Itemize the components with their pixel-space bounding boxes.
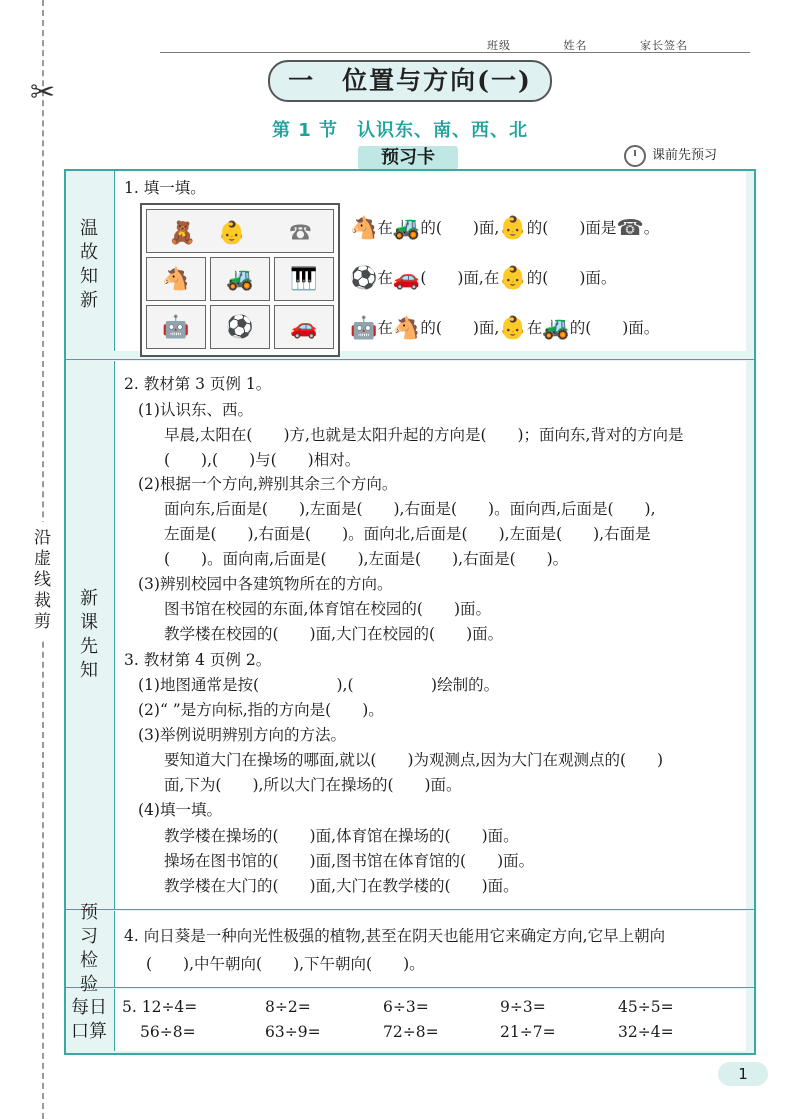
shelf-cell: 🚜 (210, 257, 270, 301)
rocking-horse-icon: 🐴 (392, 316, 421, 341)
q3-line: 要知道大门在操场的哪面,就以( )为观测点,因为大门在观测点的( ) (164, 751, 664, 769)
q2-line: 教学楼在校园的( )面,大门在校园的( )面。 (164, 625, 504, 643)
name-label: 姓名 (563, 39, 588, 52)
shelf-cell: 🎹 (274, 257, 334, 301)
preview-tag-text: 课前先预习 (652, 148, 718, 163)
q2-line: 面向东,后面是( ),左面是( ),右面是( )。面向西,后面是( ), (164, 500, 656, 518)
clock-icon (624, 145, 646, 167)
q2-line: ( ),( )与( )相对。 (164, 451, 361, 469)
q4-line: ( ),中午朝向( ),下午朝向( )。 (146, 955, 425, 973)
q3-line: 操场在图书馆的( )面,图书馆在体育馆的( )面。 (164, 852, 535, 870)
chapter-title: 一 位置与方向(一) (268, 60, 552, 102)
calc-item: 32÷4= (618, 1023, 674, 1041)
toy-shelf (140, 203, 340, 357)
q2-line: 图书馆在校园的东面,体育馆在校园的( )面。 (164, 600, 492, 618)
q1-title: 1. 填一填。 (124, 179, 206, 197)
tractor-icon: 🚜 (542, 316, 570, 341)
side-label-check: 预习检验 (80, 902, 98, 995)
doll-icon: 👶 (499, 216, 527, 241)
calc-item: 8÷2= (265, 998, 311, 1016)
calc-item: 9÷3= (500, 998, 546, 1016)
tractor-icon: 🚜 (392, 216, 421, 241)
section-title: 第 1 节 认识东、南、西、北 (271, 120, 529, 141)
q2-line: 左面是( ),右面是( )。面向北,后面是( ),左面是( ),右面是 (164, 525, 651, 543)
q3-sub2: (2)“ ”是方向标,指的方向是( )。 (138, 701, 384, 719)
divider (66, 987, 754, 988)
q3-title: 3. 教材第 4 页例 2。 (124, 651, 272, 669)
scissors-icon: ✂ (30, 75, 56, 110)
shelf-cell: 🐴 (146, 257, 206, 301)
q4-line: 4. 向日葵是一种向光性极强的植物,甚至在阴天也能用它来确定方向,它早上朝向 (124, 927, 666, 945)
car-icon: 🚗 (392, 266, 421, 291)
calc-item: 45÷5= (618, 998, 674, 1016)
q2-sub2: (2)根据一个方向,辨别其余三个方向。 (138, 475, 398, 493)
header-rule (160, 52, 750, 53)
q2-sub1: (1)认识东、西。 (138, 401, 253, 419)
q3-line: 教学楼在大门的( )面,大门在教学楼的( )面。 (164, 877, 519, 895)
q2-title: 2. 教材第 3 页例 1。 (124, 375, 272, 393)
cut-label: 沿虚线裁剪 (33, 522, 53, 639)
side-label-daily: 每日口算 (71, 997, 107, 1042)
shelf-cell: ⚽ (210, 305, 270, 349)
calc-item: 21÷7= (500, 1023, 556, 1041)
doll-icon: 👶 (499, 316, 527, 341)
q3-sub3: (3)举例说明辨别方向的方法。 (138, 726, 346, 744)
calc-item: 63÷9= (265, 1023, 321, 1041)
divider (66, 909, 754, 910)
q1-line3: 🤖在🐴的( )面,👶在🚜的( )面。 (350, 316, 660, 341)
q1-line1: 🐴在🚜的( )面,👶的( )面是☎。 (350, 216, 660, 241)
ball-icon: ⚽ (350, 266, 378, 291)
rocking-horse-icon: 🐴 (350, 216, 378, 241)
q3-line: 教学楼在操场的( )面,体育馆在操场的( )面。 (164, 827, 519, 845)
q3-sub4: (4)填一填。 (138, 801, 222, 819)
class-label: 班级 (487, 39, 511, 52)
calc-item: 56÷8= (140, 1023, 196, 1041)
q2-sub3: (3)辨别校园中各建筑物所在的方向。 (138, 575, 393, 593)
card-title: 预习卡 (358, 146, 458, 170)
page-number: 1 (718, 1062, 768, 1086)
telephone-icon: ☎ (616, 216, 644, 241)
q2-line: 早晨,太阳在( )方,也就是太阳升起的方向是( )；面向东,背对的方向是 (164, 426, 684, 444)
side-label-review: 温故知新 (80, 218, 98, 311)
q1-line2: ⚽在🚗( )面,在👶的( )面。 (350, 266, 617, 291)
calc-item: 6÷3= (383, 998, 429, 1016)
side-label-new: 新课先知 (80, 588, 98, 681)
calc-item: 72÷8= (383, 1023, 439, 1041)
q3-sub1: (1)地图通常是按( ),( )绘制的。 (138, 676, 500, 694)
q2-line: ( )。面向南,后面是( ),左面是( ),右面是( )。 (164, 550, 569, 568)
q3-line: 面,下为( ),所以大门在操场的( )面。 (164, 776, 462, 794)
robot-icon: 🤖 (350, 316, 378, 341)
calc-item: 5. 12÷4= (122, 998, 198, 1016)
check-pane (114, 911, 746, 987)
shelf-cell: 🤖 (146, 305, 206, 349)
parent-sign-label: 家长签名 (640, 39, 688, 52)
shelf-cell: 🚗 (274, 305, 334, 349)
divider (66, 359, 754, 360)
preview-tag (624, 144, 717, 167)
doll-icon: 👶 (499, 266, 527, 291)
shelf-top-row: 🧸 👶 ☎ (146, 209, 334, 253)
signature-line (487, 37, 750, 53)
